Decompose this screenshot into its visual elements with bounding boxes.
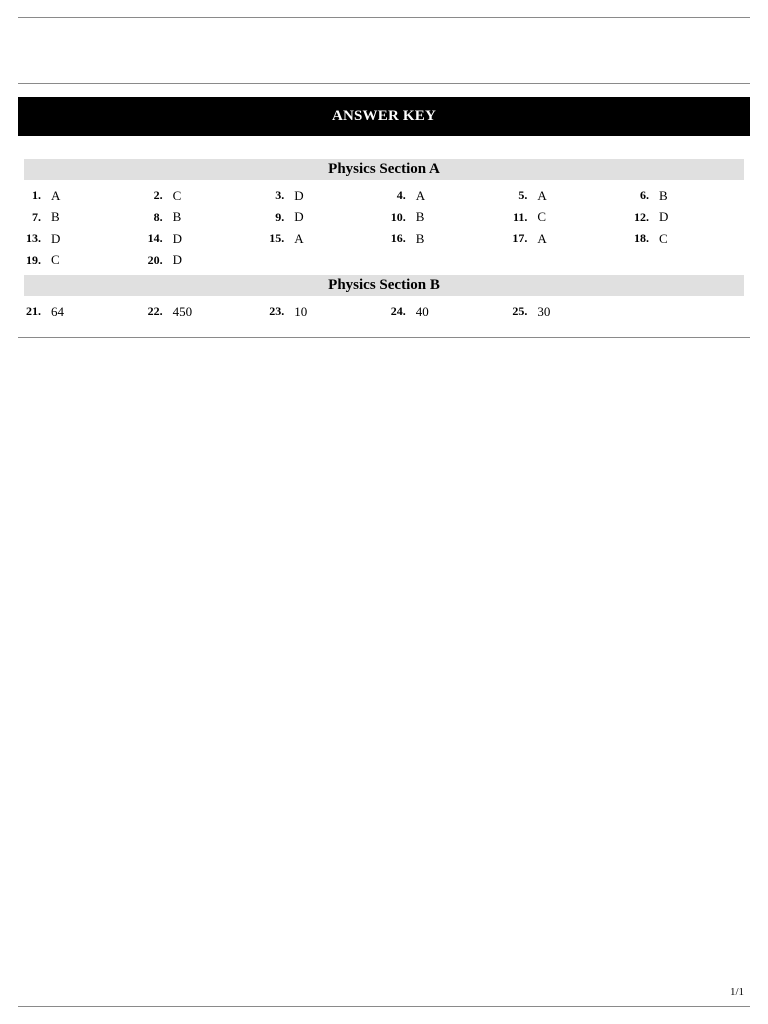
answer-item xyxy=(146,228,268,250)
top-rule xyxy=(18,17,750,18)
answer-item xyxy=(24,185,146,207)
question-number: 13. xyxy=(26,231,41,246)
answer-value: 64 xyxy=(51,303,64,319)
answer-value: C xyxy=(172,187,182,203)
answer-item xyxy=(510,301,632,323)
answer-item xyxy=(632,228,754,250)
question-number: 24. xyxy=(390,304,406,319)
answer-grid-section-b xyxy=(24,301,744,323)
answer-item xyxy=(267,228,389,250)
answer-value: A xyxy=(537,187,547,203)
question-number: 7. xyxy=(32,209,41,224)
section-title: Physics Section A xyxy=(328,161,440,177)
header-rule xyxy=(18,83,750,84)
question-number: 23. xyxy=(269,304,285,319)
question-number: 3. xyxy=(275,188,285,203)
answer-item xyxy=(24,250,146,272)
answer-item xyxy=(510,185,632,207)
answer-value: 40 xyxy=(415,303,429,319)
question-number: 16. xyxy=(390,231,406,246)
answer-value: 10 xyxy=(294,303,308,319)
question-number: 12. xyxy=(633,209,649,224)
answer-item xyxy=(24,207,146,229)
answer-value: B xyxy=(415,209,425,225)
answer-item xyxy=(389,207,511,229)
answer-value: A xyxy=(294,230,304,246)
answer-value: B xyxy=(172,209,182,225)
question-number: 17. xyxy=(512,231,528,246)
question-number: 6. xyxy=(639,188,649,203)
answer-value: D xyxy=(294,209,304,225)
question-number: 25. xyxy=(512,304,528,319)
answer-item xyxy=(24,301,146,323)
question-number: 11. xyxy=(513,209,528,224)
answer-item xyxy=(389,185,511,207)
answer-value: C xyxy=(51,252,60,268)
section-header-physics-a xyxy=(24,159,744,180)
answer-item xyxy=(632,185,754,207)
answer-value: B xyxy=(415,230,425,246)
answer-item xyxy=(632,207,754,229)
question-number: 15. xyxy=(269,231,285,246)
answer-item xyxy=(146,207,268,229)
answer-item xyxy=(267,207,389,229)
question-number: 8. xyxy=(153,209,163,224)
question-number: 4. xyxy=(396,188,406,203)
question-number: 10. xyxy=(390,209,406,224)
content-end-rule xyxy=(18,337,750,338)
answer-value: 450 xyxy=(172,303,193,319)
answer-value: D xyxy=(172,230,182,246)
banner-title: ANSWER KEY xyxy=(331,108,437,124)
answer-value: B xyxy=(658,187,668,203)
section-title: Physics Section B xyxy=(328,277,440,293)
answer-item xyxy=(267,301,389,323)
section-header-physics-b xyxy=(24,275,744,296)
question-number: 2. xyxy=(153,188,163,203)
answer-grid-section-a xyxy=(24,185,744,271)
answer-value: D xyxy=(294,187,304,203)
answer-value: B xyxy=(51,209,60,225)
answer-item xyxy=(389,301,511,323)
answer-item xyxy=(389,228,511,250)
answer-value: A xyxy=(537,230,547,246)
answer-item xyxy=(24,228,146,250)
answer-item xyxy=(510,228,632,250)
answer-value: 30 xyxy=(537,303,551,319)
question-number: 5. xyxy=(518,188,528,203)
answer-item xyxy=(146,185,268,207)
page-number: 1/1 xyxy=(729,986,744,998)
question-number: 19. xyxy=(26,252,41,267)
answer-value: C xyxy=(537,209,547,225)
answer-item xyxy=(146,250,268,272)
question-number: 21. xyxy=(26,304,41,319)
question-number: 14. xyxy=(147,231,163,246)
question-number: 22. xyxy=(147,304,163,319)
question-number: 9. xyxy=(275,209,285,224)
question-number: 1. xyxy=(32,188,41,203)
answer-value: D xyxy=(658,209,669,225)
answer-value: A xyxy=(415,187,426,203)
answer-value: A xyxy=(51,187,61,203)
answer-item xyxy=(146,301,268,323)
answer-value: C xyxy=(658,230,668,246)
answer-value: D xyxy=(172,252,182,268)
answer-item xyxy=(510,207,632,229)
footer-rule xyxy=(18,1006,750,1007)
answer-value: D xyxy=(51,230,61,246)
question-number: 18. xyxy=(633,231,649,246)
answer-item xyxy=(267,185,389,207)
answer-key-banner xyxy=(18,97,750,136)
question-number: 20. xyxy=(147,252,163,267)
